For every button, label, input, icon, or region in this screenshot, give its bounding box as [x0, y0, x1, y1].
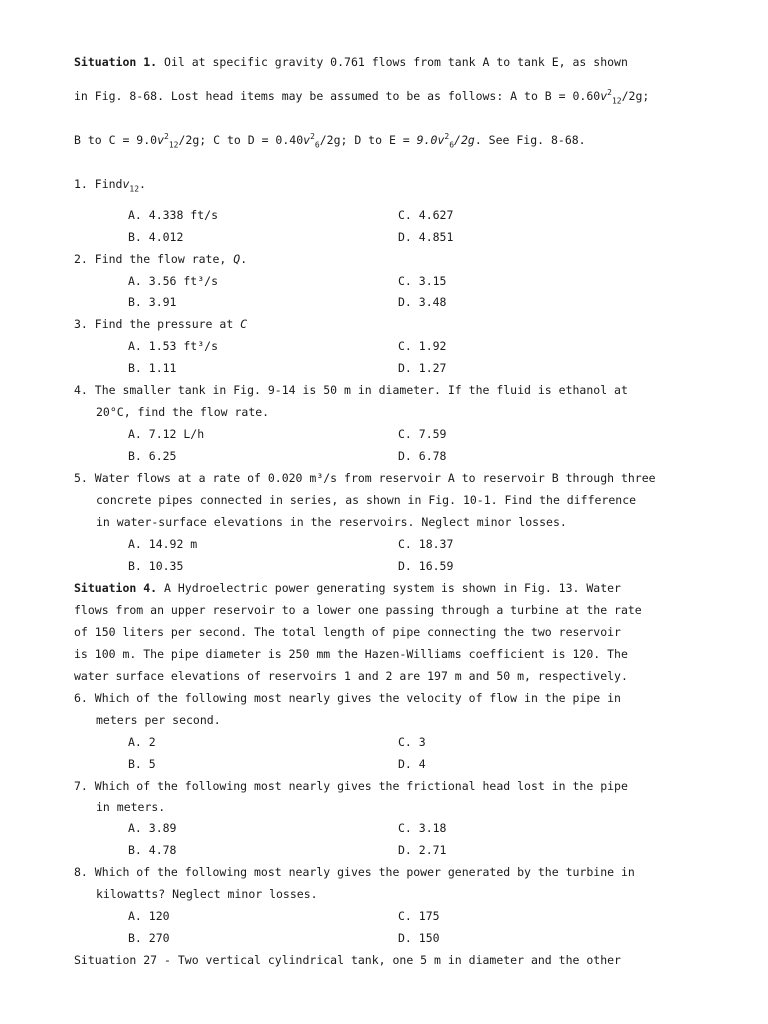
q2-option-d: D. 3.48 [398, 295, 447, 309]
q5-option-d: D. 16.59 [398, 559, 454, 573]
question-6-line1: 6. Which of the following most nearly gives the velocity of flow in the pipe in [74, 691, 621, 705]
q6-option-c: C. 3 [398, 735, 426, 749]
q3-option-b: B. 1.11 [128, 361, 177, 375]
q1-option-b: B. 4.012 [128, 230, 184, 244]
question-8-line2: kilowatts? Neglect minor losses. [96, 887, 318, 901]
q2-option-a: A. 3.56 ft³/s [128, 274, 219, 288]
q8-option-c: C. 175 [398, 909, 440, 923]
situation4-line4: is 100 m. The pipe diameter is 250 mm the Hazen-Williams coefficient is 120. The [74, 647, 628, 661]
situation4-line3: of 150 liters per second. The total length of pipe connecting the two reservoir [74, 625, 621, 639]
q5-option-b: B. 10.35 [128, 559, 184, 573]
question-5-line3: in water-surface elevations in the reservoirs. Neglect minor losses. [96, 515, 567, 529]
situation1-heading: Situation 1. [74, 55, 158, 69]
situation1-line1: Situation 1. Oil at specific gravity 0.761 flows from tank A to tank E, as shown [74, 55, 628, 69]
question-7-line1: 7. Which of the following most nearly gives the frictional head lost in the pipe [74, 779, 628, 793]
q7-option-b: B. 4.78 [128, 843, 177, 857]
q4-option-a: A. 7.12 L/h [128, 427, 205, 441]
question-3-stem: 3. Find the pressure at C [74, 317, 248, 331]
q1-option-c: C. 4.627 [398, 208, 454, 222]
question-5-line1: 5. Water flows at a rate of 0.020 m³/s from reservoir A to reservoir B through three [74, 471, 656, 485]
q1-option-a: A. 4.338 ft/s [128, 208, 219, 222]
situation4-line1: Situation 4. A Hydroelectric power generating system is shown in Fig. 13. Water [74, 581, 621, 595]
q8-option-b: B. 270 [128, 931, 170, 945]
question-7-line2: in meters. [96, 800, 166, 814]
q8-option-a: A. 120 [128, 909, 170, 923]
question-1-stem: 1. Findv$_{12}$. [74, 177, 146, 194]
q3-option-a: A. 1.53 ft³/s [128, 339, 219, 353]
situation1-line2: in Fig. 8-68. Lost head items may be assumed to be as follows: A to $B = 0.60v^2_{12}/2g$; [74, 88, 650, 106]
q2-option-b: B. 3.91 [128, 295, 177, 309]
q3-option-d: D. 1.27 [398, 361, 447, 375]
q4-option-c: C. 7.59 [398, 427, 447, 441]
situation1-line3: B to $C = 9.0v^2_{12}/2g$; C to $D = 0.40v^2_6/2g$; D to $E = 9.0v^2_6/2g$. See Fig. 8-68. [74, 132, 586, 150]
q7-option-d: D. 2.71 [398, 843, 447, 857]
q6-option-d: D. 4 [398, 757, 426, 771]
q4-option-d: D. 6.78 [398, 449, 447, 463]
q3-option-c: C. 1.92 [398, 339, 447, 353]
situation27-line1: Situation 27 - Two vertical cylindrical tank, one 5 m in diameter and the other [74, 953, 621, 967]
question-6-line2: meters per second. [96, 713, 221, 727]
q7-option-a: A. 3.89 [128, 821, 177, 835]
q1-option-d: D. 4.851 [398, 230, 454, 244]
situation4-line5: water surface elevations of reservoirs 1 and 2 are 197 m and 50 m, respectively. [74, 669, 628, 683]
q6-option-b: B. 5 [128, 757, 156, 771]
q6-option-a: A. 2 [128, 735, 156, 749]
question-4-line1: 4. The smaller tank in Fig. 9-14 is 50 m in diameter. If the fluid is ethanol at [74, 383, 628, 397]
q4-option-b: B. 6.25 [128, 449, 177, 463]
q7-option-c: C. 3.18 [398, 821, 447, 835]
situation4-heading: Situation 4. [74, 581, 158, 595]
q5-option-a: A. 14.92 m [128, 537, 198, 551]
q8-option-d: D. 150 [398, 931, 440, 945]
q2-option-c: C. 3.15 [398, 274, 447, 288]
question-4-line2: 20°C, find the flow rate. [96, 405, 270, 419]
question-5-line2: concrete pipes connected in series, as shown in Fig. 10-1. Find the difference [96, 493, 637, 507]
situation4-line2: flows from an upper reservoir to a lower one passing through a turbine at the rate [74, 603, 642, 617]
question-8-line1: 8. Which of the following most nearly gives the power generated by the turbine in [74, 865, 635, 879]
q5-option-c: C. 18.37 [398, 537, 454, 551]
question-2-stem: 2. Find the flow rate, Q. [74, 252, 248, 266]
